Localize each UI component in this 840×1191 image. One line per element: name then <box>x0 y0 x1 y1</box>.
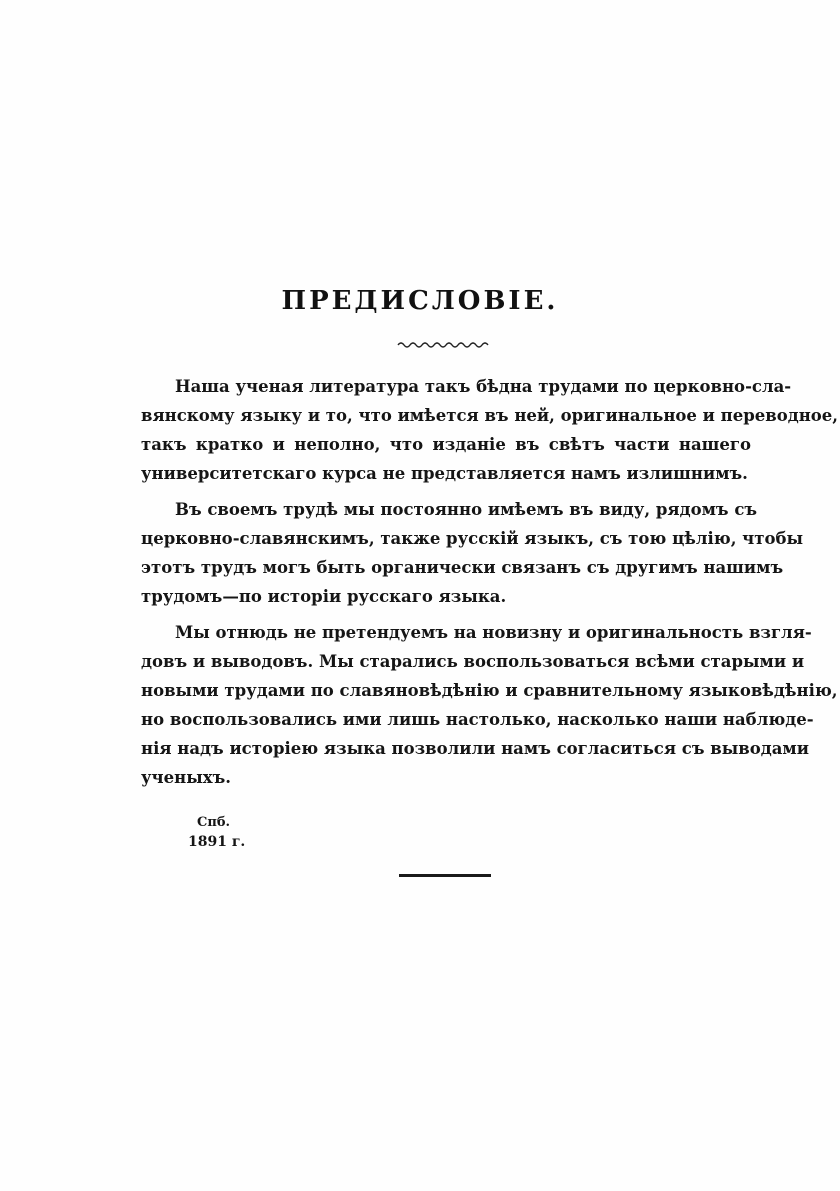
text-line: вянскому языку и то, что имѣется въ ней, оригинальное и переводное, <box>141 406 839 425</box>
text-line: Мы отнюдь не претендуемъ на новизну и оригинальность взгля- <box>175 623 812 642</box>
text-line: такъ кратко и неполно, что изданіе въ свѣтъ части нашего <box>141 435 751 454</box>
place-of-publication: Спб. <box>197 815 231 830</box>
text-line: новыми трудами по славяновѣдѣнію и сравнительному языковѣдѣнію, <box>141 681 838 700</box>
paragraph <box>141 372 839 488</box>
text-line: ученыхъ. <box>141 768 231 787</box>
wavy-ornament <box>396 338 492 350</box>
closing-rule <box>399 874 491 877</box>
text-line: но воспользовались ими лишь настолько, насколько наши наблюде- <box>141 710 814 729</box>
preface-body <box>141 372 839 799</box>
text-line: этотъ трудъ могъ быть органически связанъ съ другимъ нашимъ <box>141 558 784 577</box>
page-title: ПРЕДИСЛОВІЕ. <box>281 286 559 316</box>
text-line: довъ и выводовъ. Мы старались воспользоваться всѣми старыми и <box>141 652 805 671</box>
publication-year: 1891 г. <box>188 834 246 850</box>
text-line: трудомъ—по исторіи русскаго языка. <box>141 587 507 606</box>
text-line: нія надъ исторіею языка позволили намъ согласиться съ выводами <box>141 739 809 758</box>
text-line: Наша ученая литература такъ бѣдна трудами по церковно-сла- <box>175 377 792 396</box>
text-line: Въ своемъ трудѣ мы постоянно имѣемъ въ виду, рядомъ съ <box>175 500 758 519</box>
paragraph <box>141 495 804 611</box>
paragraph <box>141 618 838 792</box>
text-line: университетскаго курса не представляется намъ излишнимъ. <box>141 464 748 483</box>
text-line: церковно-славянскимъ, также русскій языкъ, съ тою цѣлію, чтобы <box>141 529 804 548</box>
